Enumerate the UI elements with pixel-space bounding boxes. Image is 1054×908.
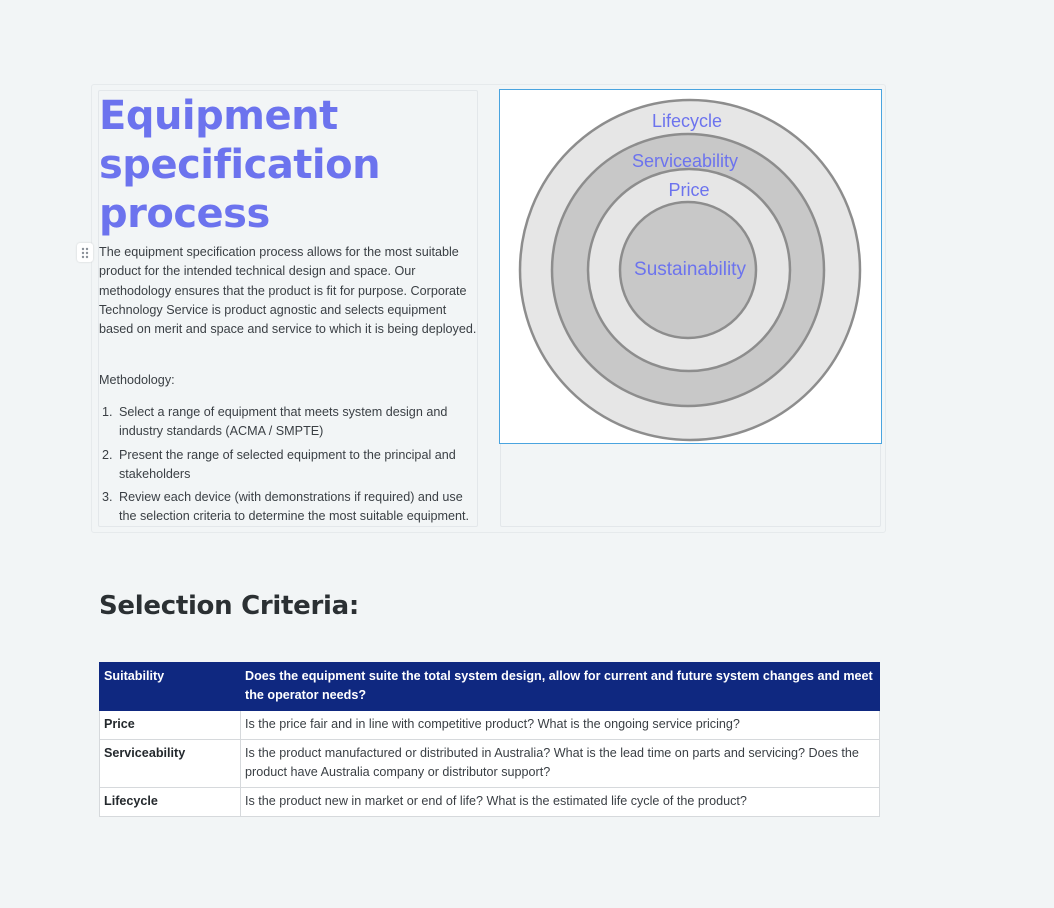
- table-cell-value: Does the equipment suite the total system design, allow for current and future system changes and meet the operator needs?: [241, 663, 880, 711]
- list-item: [99, 488, 477, 527]
- table-cell-key: Serviceability: [100, 740, 241, 788]
- concentric-circles-diagram: [500, 90, 881, 443]
- ring-label-price: Price: [668, 180, 710, 200]
- list-item-number: 2.: [102, 447, 113, 462]
- table-cell-key: Price: [100, 711, 241, 740]
- list-item-text: Present the range of selected equipment to the principal and stakeholders: [119, 447, 456, 481]
- selection-criteria-table: [99, 662, 880, 817]
- table-cell-key: Suitability: [100, 663, 241, 711]
- table-cell-value: Is the product manufactured or distributed in Australia? What is the lead time on parts and servicing? Does the product have Australia company or distributor support?: [241, 740, 880, 788]
- methodology-steps: [99, 403, 477, 531]
- list-item: [99, 446, 477, 485]
- table-row: [100, 788, 880, 817]
- list-item-text: Select a range of equipment that meets system design and industry standards (ACMA / SMPTE): [119, 405, 448, 439]
- list-item-number: 1.: [102, 405, 113, 419]
- table-row: [100, 711, 880, 740]
- criteria-diagram-image[interactable]: [499, 89, 882, 444]
- table-row: [100, 740, 880, 788]
- ring-label-serviceability: Serviceability: [631, 151, 739, 171]
- list-item: [99, 403, 477, 442]
- ring-label-sustainability: Sustainability: [634, 259, 746, 280]
- drag-handle-icon[interactable]: [77, 243, 93, 262]
- intro-paragraph: The equipment specification process allows for the most suitable product for the intended technical design and space. Our methodology ensures that the product is fit for purpose. Corporate Technology Service is product agnostic and selects equipment based on merit and space and service to which it is being deployed.: [99, 245, 477, 337]
- table-cell-value: Is the price fair and in line with competitive product? What is the ongoing service pricing?: [241, 711, 880, 740]
- page-title: Equipment specification process: [99, 93, 381, 237]
- ring-label-lifecycle: Lifecycle: [651, 111, 723, 131]
- methodology-label: Methodology:: [99, 373, 175, 387]
- list-item-text: Review each device (with demonstrations if required) and use the selection criteria to determine the most suitable equipment.: [119, 490, 470, 524]
- table-row: [100, 663, 880, 711]
- selection-criteria-heading: Selection Criteria:: [99, 591, 359, 621]
- list-item-number: 3.: [102, 490, 113, 505]
- table-cell-value: Is the product new in market or end of life? What is the estimated life cycle of the product?: [241, 788, 880, 817]
- table-cell-key: Lifecycle: [100, 788, 241, 817]
